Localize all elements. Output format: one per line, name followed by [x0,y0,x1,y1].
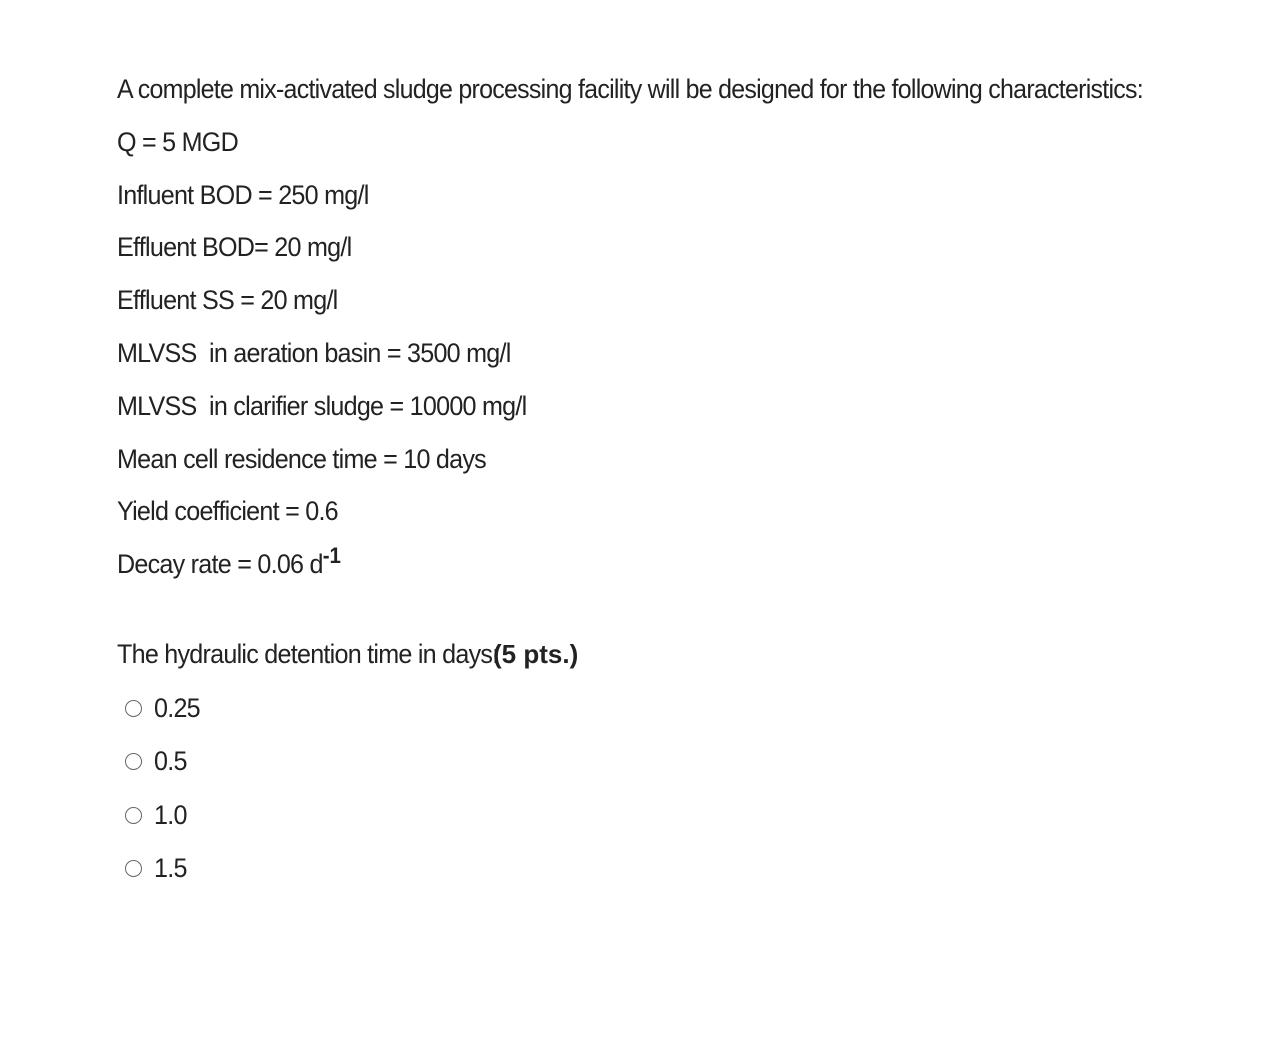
radio-button[interactable] [125,807,142,824]
characteristic-mlvss-clarifier: MLVSS in clarifier sludge = 10000 mg/l [117,390,527,421]
question-intro: A complete mix-activated sludge processing facility will be designed for the following characteristics: [117,74,1143,104]
question-body [117,72,1217,600]
characteristic-mean-cell-residence: Mean cell residence time = 10 days [117,443,487,474]
answer-options [125,690,203,904]
points-label: (5 pts.) [493,639,579,669]
radio-button[interactable] [125,753,142,770]
characteristic-influent-bod: Influent BOD = 250 mg/l [117,179,369,210]
answer-option[interactable] [125,690,203,726]
decay-rate-text: Decay rate = 0.06 d [117,549,323,580]
answer-option[interactable] [125,744,203,780]
option-label[interactable]: 1.5 [154,853,187,883]
characteristic-decay-rate [117,543,1140,581]
answer-option[interactable] [125,851,203,887]
characteristic-yield-coefficient: Yield coefficient = 0.6 [117,496,338,527]
radio-button[interactable] [125,860,142,877]
characteristic-effluent-bod: Effluent BOD= 20 mg/l [117,232,352,263]
option-label[interactable]: 1.0 [154,799,187,830]
characteristic-effluent-ss: Effluent SS = 20 mg/l [117,285,338,316]
option-label[interactable]: 0.25 [154,692,200,723]
characteristic-mlvss-aeration: MLVSS in aeration basin = 3500 mg/l [117,337,511,368]
decay-rate-exponent: -1 [322,543,341,569]
question-prompt [117,637,579,671]
prompt-text: The hydraulic detention time in days: [117,639,499,669]
option-label[interactable]: 0.5 [154,746,187,776]
characteristic-flow: Q = 5 MGD [117,126,238,157]
radio-button[interactable] [125,700,142,717]
answer-option[interactable] [125,797,203,833]
